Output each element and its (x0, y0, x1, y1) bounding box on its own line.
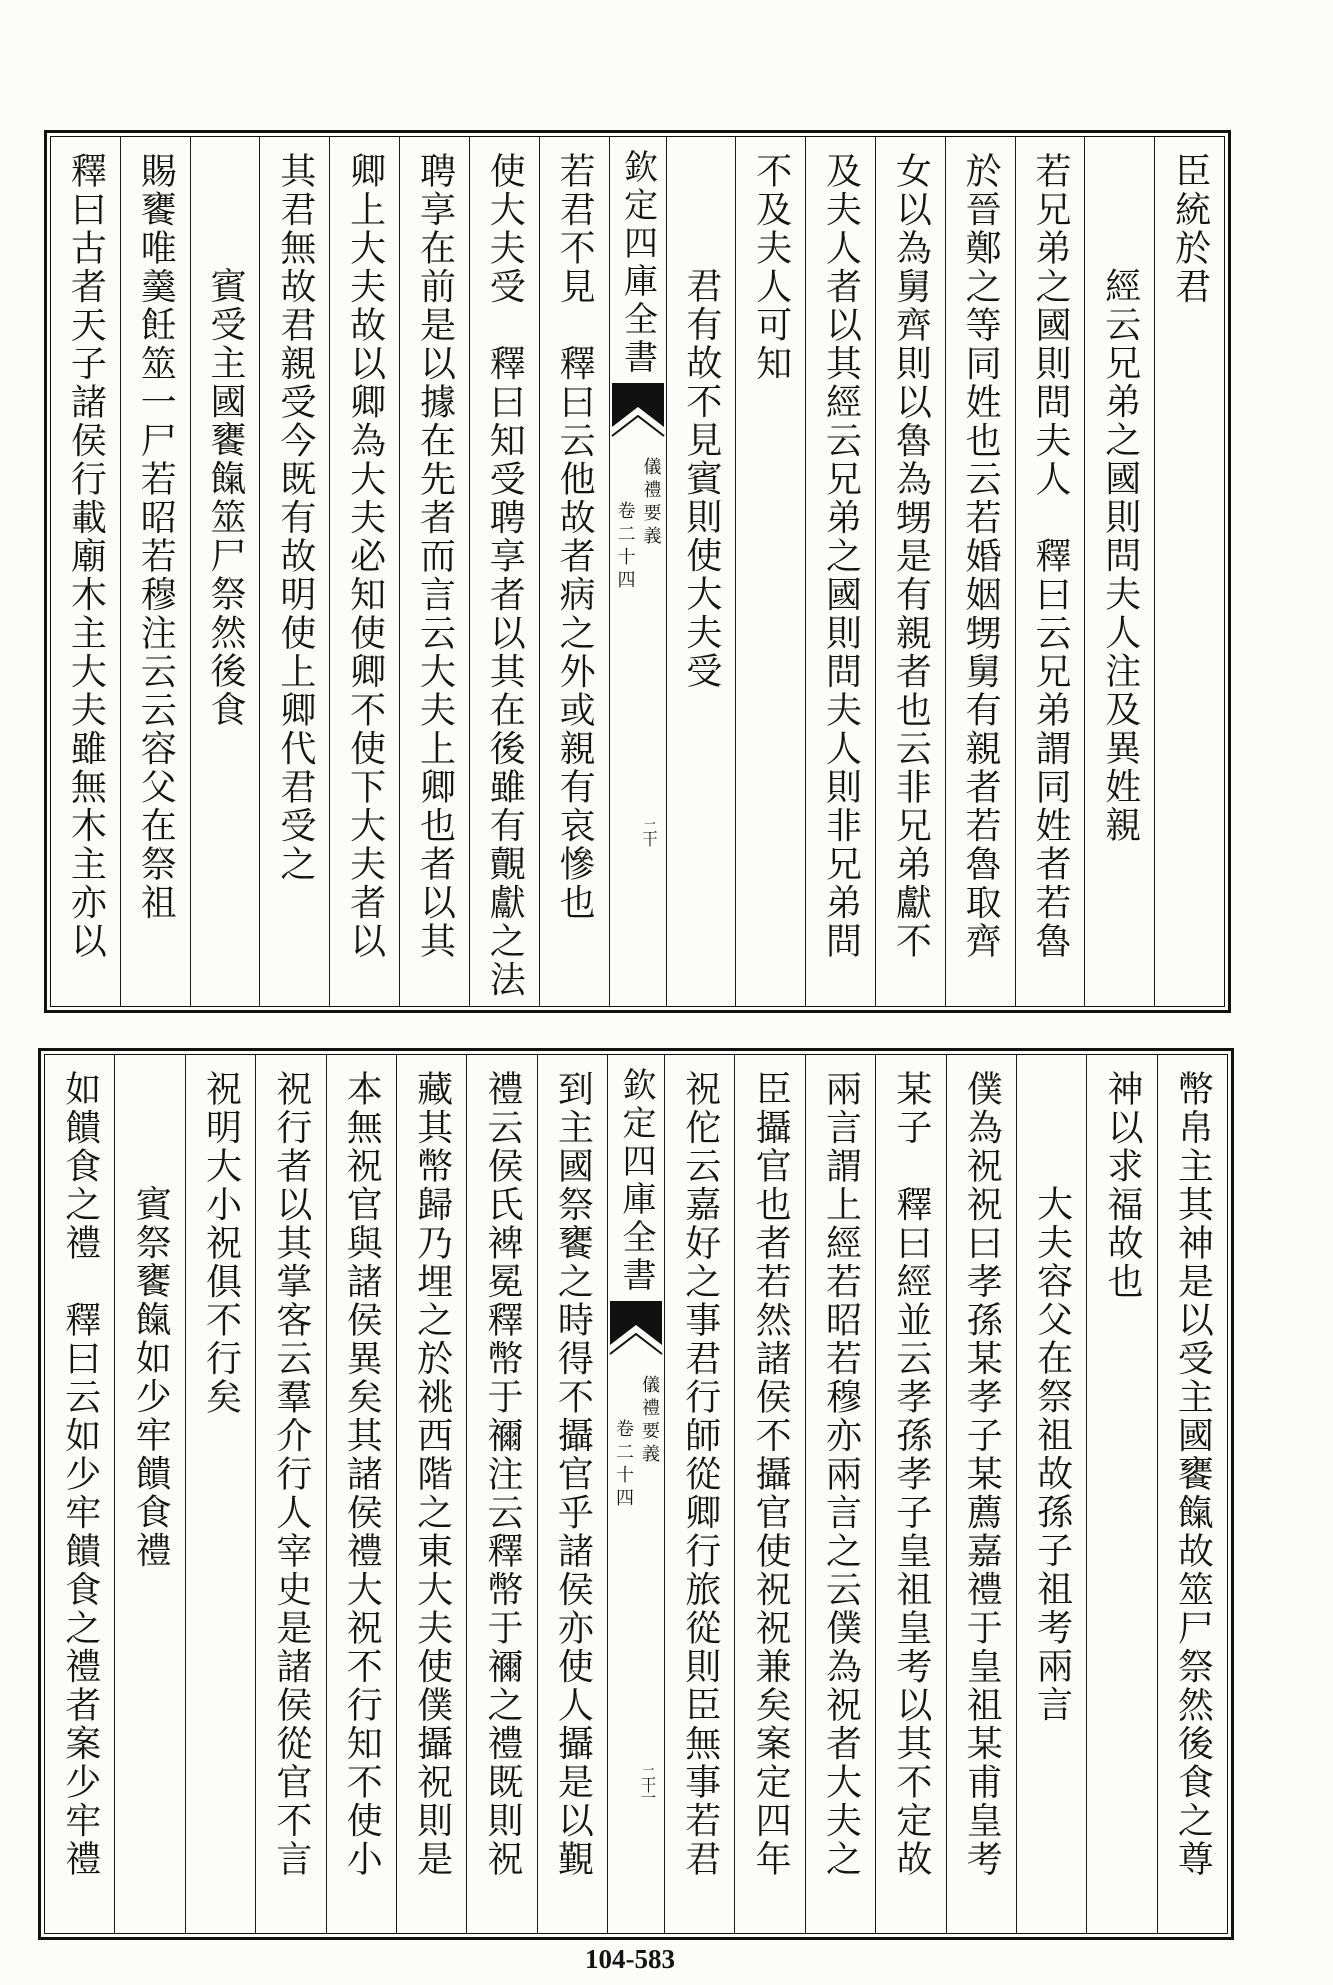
column-text: 臣攝官也者若然諸侯不攝官使祝祝兼矣案定四年 (750, 1070, 792, 1879)
column-text: 神以求福故也 (1101, 1070, 1143, 1301)
fold-subtitle (615, 457, 661, 593)
text-column (120, 137, 190, 1006)
fold-leaf-number: 二十一 (639, 1766, 657, 1802)
fold-subtitle (613, 1375, 659, 1511)
text-column (45, 1055, 114, 1933)
upper-leaf-panel (44, 130, 1231, 1013)
column-text: 卿上大夫故以卿為大夫必知使卿不使下大夫者以 (344, 152, 386, 961)
fold-title: 欽定四庫全書 (616, 1067, 656, 1295)
inner-frame (44, 1054, 1228, 1934)
column-text: 如饋食之禮 釋曰云如少牢饋食之禮者案少牢禮 (59, 1070, 101, 1879)
column-text: 本無祝官與諸侯異矣其諸侯禮大祝不行知不使小 (341, 1070, 383, 1879)
page-number: 104-583 (585, 1944, 675, 1974)
text-column (805, 1055, 875, 1933)
text-column (185, 1055, 255, 1933)
text-column (399, 137, 469, 1006)
column-text: 到主國祭饔之時得不攝官乎諸侯亦使人攝是以覲 (552, 1070, 594, 1879)
column-text: 使大夫受 釋曰知受聘享者以其在後雖有覿獻之法 (484, 152, 526, 999)
text-column (875, 1055, 945, 1933)
text-column (329, 137, 399, 1006)
text-column (1157, 1055, 1227, 1933)
text-column (259, 137, 329, 1006)
column-text: 某子 釋曰經並云孝孫孝子皇祖皇考以其不定故 (890, 1070, 932, 1879)
text-column (537, 1055, 607, 1933)
text-column (945, 137, 1015, 1006)
heading-column (190, 137, 260, 1006)
text-column (664, 1055, 734, 1933)
heading-column (1084, 137, 1154, 1006)
text-column (469, 137, 539, 1006)
column-text: 藏其幣歸乃埋之於祧西階之東大夫使僕攝祝則是 (411, 1070, 453, 1879)
fold-book-title: 儀禮要義 (639, 1375, 660, 1467)
text-column (1086, 1055, 1156, 1933)
column-text: 禮云侯氏裨冕釋幣于禰注云釋幣于禰之禮既則祝 (481, 1070, 523, 1879)
text-column (805, 137, 875, 1006)
text-column (51, 137, 120, 1006)
fishtail-ornament (609, 1301, 663, 1359)
fold-column (607, 1055, 664, 1933)
text-column (466, 1055, 536, 1933)
text-column (875, 137, 945, 1006)
text-column (1015, 137, 1085, 1006)
column-text: 若兄弟之國則問夫人 釋曰云兄弟謂同姓者若魯 (1029, 152, 1071, 961)
text-column (735, 137, 805, 1006)
text-column (1154, 137, 1224, 1006)
inner-frame (50, 136, 1225, 1007)
fold-leaf-number: 二十 (640, 820, 659, 844)
heading-column (666, 137, 736, 1006)
column-text: 其君無故君親受今既有故明使上卿代君受之 (274, 152, 316, 884)
column-text: 賜饔唯羹飪筮一尸若昭若穆注云云容父在祭祖 (135, 152, 177, 922)
text-column (539, 137, 609, 1006)
column-text: 女以為舅齊則以魯為甥是有親者也云非兄弟獻不 (890, 152, 932, 961)
column-text: 釋曰古者天子諸侯行載廟木主大夫雖無木主亦以 (65, 152, 107, 961)
fishtail-ornament (611, 383, 665, 441)
fold-volume: 卷二十四 (614, 501, 636, 593)
column-text: 若君不見 釋曰云他故者病之外或親有哀慘也 (554, 152, 596, 922)
fold-title: 欽定四庫全書 (617, 149, 658, 377)
column-text: 臣統於君 (1169, 152, 1211, 306)
text-column (946, 1055, 1016, 1933)
heading-text: 大夫容父在祭祖故孫子祖考兩言 (1031, 1185, 1073, 1724)
fold-book-title: 儀禮要義 (640, 457, 662, 549)
column-text: 幣帛主其神是以受主國饔餼故筮尸祭然後食之尊 (1172, 1070, 1214, 1879)
fold-column (609, 137, 666, 1006)
heading-column (114, 1055, 184, 1933)
text-column (396, 1055, 466, 1933)
column-text: 祝行者以其掌客云羣介行人宰史是諸侯從官不言 (270, 1070, 312, 1879)
heading-text: 君有故不見賓則使大夫受 (680, 267, 722, 691)
text-column (326, 1055, 396, 1933)
lower-leaf-panel (38, 1048, 1234, 1940)
column-text: 祝佗云嘉好之事君行師從卿行旅從則臣無事若君 (679, 1070, 721, 1879)
fold-volume: 卷二十四 (613, 1419, 634, 1511)
column-text: 僕為祝祝曰孝孫某孝子某薦嘉禮于皇祖某甫皇考 (961, 1070, 1003, 1879)
text-column (255, 1055, 325, 1933)
heading-text: 經云兄弟之國則問夫人注及異姓親 (1099, 267, 1141, 845)
heading-text: 賓受主國饔餼筮尸祭然後食 (205, 267, 247, 729)
column-text: 於晉鄭之等同姓也云若婚姻甥舅有親者若魯取齊 (960, 152, 1002, 961)
heading-column (1016, 1055, 1086, 1933)
heading-text: 賓祭饔餼如少牢饋食禮 (130, 1185, 172, 1570)
column-text: 祝明大小祝俱不行矣 (200, 1070, 242, 1417)
column-text: 不及夫人可知 (750, 152, 792, 383)
column-text: 聘享在前是以據在先者而言云大夫上卿也者以其 (414, 152, 456, 961)
column-text: 及夫人者以其經云兄弟之國則問夫人則非兄弟問 (820, 152, 862, 961)
column-text: 兩言謂上經若昭若穆亦兩言之云僕為祝者大夫之 (820, 1070, 862, 1879)
text-column (734, 1055, 804, 1933)
